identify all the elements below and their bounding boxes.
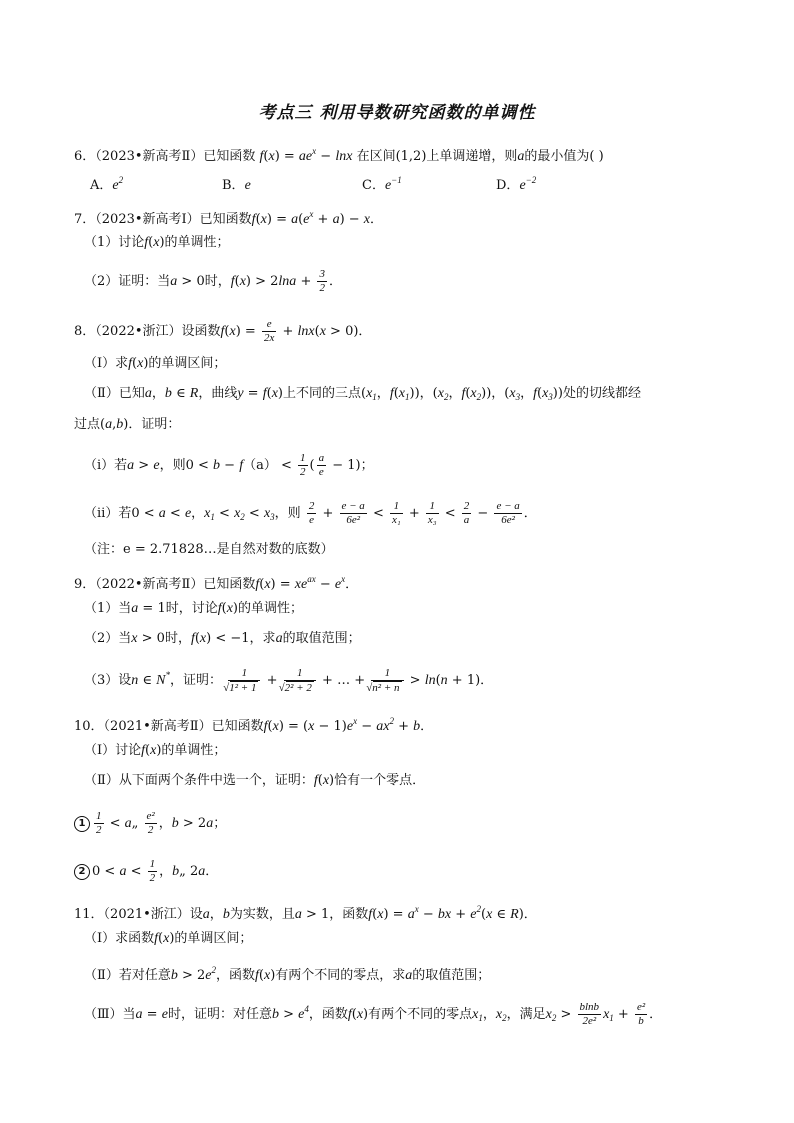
q11-part-3: （Ⅲ）当a = e时，证明：对任意$b > e^4$，函数f(x)有两个不同的零点$x_1$，$x_2$，满足$x_2$ > $\frac{blnb}{\text{2e²}}$ $x_1$ + $\frac{\text{e²}}{b}$ ． [84, 1001, 663, 1027]
q6-option-d: D．$e^{-2}$ [496, 175, 537, 193]
question-11-stem: 11．（2021•浙江）设a，b为实数，且a > 1，函数$f(x) = a^x$ − bx + $e^2(x$ ∈ R)． [74, 904, 537, 922]
question-9-stem: 9．（2022•新高考Ⅱ）已知函数$f(x) = xe^{ax} - e^x$． [74, 574, 359, 592]
q8-part-1: （Ⅰ）求f(x)的单调区间； [84, 356, 227, 371]
q6-mid-text: 在区间 [356, 149, 396, 164]
q6-tail2-text: 的最小值为( ) [524, 149, 604, 164]
q6-option-c: C．$e^{-1}$ [362, 175, 402, 193]
q9-part-3: （3）设n ∈ N*，证明： 1 √ 1² + 1 + 1 √ 2² + 2 + … + 1 √ n² + n > ln(n + 1)． [84, 666, 493, 695]
q8-part-2: （Ⅱ）已知a，b ∈ R，曲线y = f(x)上不同的三点($x_1$，$f(x_1)$)，($x_2$，$f(x_2)$)，($x_3$，$f(x_3)$)处的切线都经 [84, 386, 641, 402]
q8-part-i: （ⅰ）若a > e，则0 < b − f（a） < $\frac{1}{2}$ ( $\frac{a}{e}$ − 1)； [84, 452, 374, 478]
q6-option-b: B．e [222, 178, 251, 193]
q6-stem-text: 6．（2023•新高考Ⅱ）已知函数 [74, 149, 256, 164]
q7-part-1: （1）讨论f(x)的单调性； [84, 235, 230, 250]
question-8-stem: 8．（2022•浙江）设函数f(x) = $\frac{e}{2x}$ + lnx(x > 0)． [74, 318, 372, 344]
q9-part-1: （1）当a = 1时，讨论f(x)的单调性； [84, 601, 304, 616]
question-10-stem: 10．（2021•新高考Ⅱ）已知函数$f(x) = (x - 1)e^x - ax^2 + b$． [74, 716, 434, 734]
q6-option-a: A．$e^2$ [90, 175, 124, 193]
q11-part-1: （Ⅰ）求函数f(x)的单调区间； [84, 931, 253, 946]
q10-condition-1: 1 $\frac{1}{2}$ < a„ $\frac{\text{e²}}{2}$ ，b > 2a； [74, 810, 226, 837]
q7-part-2: （2）证明：当a > 0时，f(x) > 2lna + $\frac{3}{2}$ ． [84, 268, 342, 294]
question-6-stem: 6．（2023•新高考Ⅱ）已知函数 $f(x) = ae^x - \ln x$ 在区间(1,2)上单调递增，则a的最小值为( ) [74, 146, 604, 164]
q6-tail-text: 上单调递增，则 [426, 149, 518, 164]
page-title: 考点三 利用导数研究函数的单调性 [258, 103, 536, 123]
q8-note: （注：e = 2.71828…是自然对数的底数） [84, 542, 334, 557]
q8-part-2-cont: 过点(a,b)．证明： [74, 417, 181, 432]
q9-part-2: （2）当x > 0时，f(x) < −1，求a的取值范围； [84, 631, 361, 646]
q8-part-ii: （ⅱ）若0 < a < e，$x_1 < x_2 < x_3$，则 $\frac{2}{e}$ + $\frac{e - a}{\text{6e²}}$ < $\frac{1}{\text{x₁}}$ + $\frac{1}{\text{x₃}}$ < $\frac{2}{a}$ − $\frac{e - a}{\text{6e²}}$ ． [84, 500, 537, 526]
q10-condition-2: 2 0 < a < $\frac{1}{2}$ ，b„ 2a． [74, 858, 218, 885]
q10-part-1: （Ⅰ）讨论f(x)的单调性； [84, 743, 227, 758]
q10-part-2: （Ⅱ）从下面两个条件中选一个，证明：f(x)恰有一个零点． [84, 773, 426, 788]
question-7-stem: 7．（2023•新高考Ⅰ）已知函数$f(x) = a(e^x + a) - x$． [74, 209, 384, 227]
q11-part-2: （Ⅱ）若对任意$b > 2e^2$，函数f(x)有两个不同的零点，求a的取值范围； [84, 965, 491, 983]
q6-interval: (1,2) [395, 149, 427, 164]
